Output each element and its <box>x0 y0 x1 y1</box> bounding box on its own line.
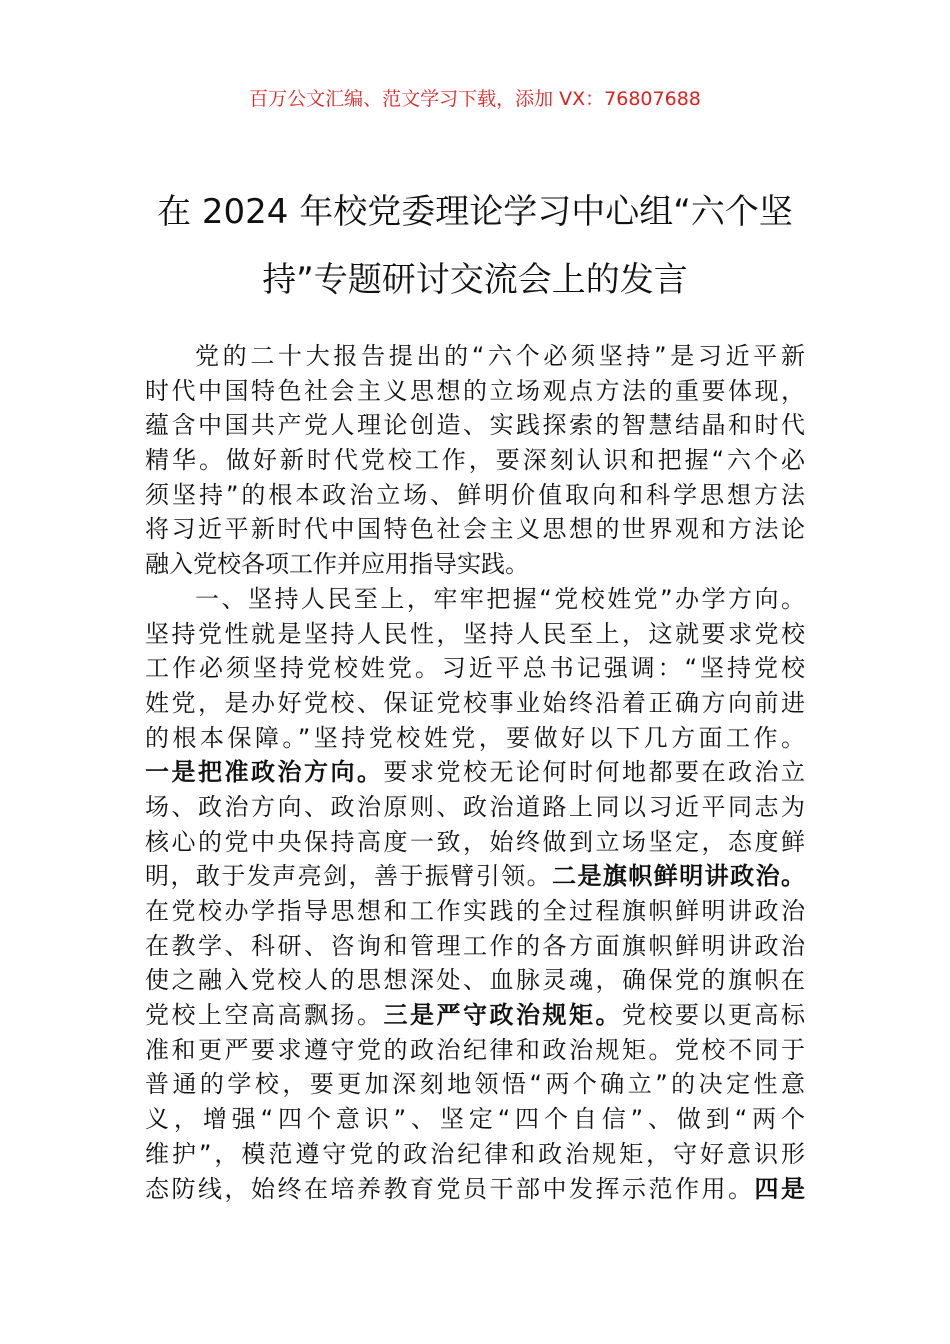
bold-heading-text: 四是 <box>754 1174 805 1203</box>
text-line <box>145 790 805 825</box>
text-line <box>145 339 805 374</box>
text-line <box>145 1137 805 1172</box>
text-line <box>145 582 805 617</box>
text-line <box>145 1102 805 1137</box>
text-line <box>145 408 805 443</box>
body-text: 义，增强“四个意识”、坚定“四个自信”、做到“两个 <box>145 1105 805 1134</box>
text-line <box>145 963 805 998</box>
text-line <box>145 894 805 929</box>
paragraph <box>145 339 805 582</box>
text-line <box>145 755 805 790</box>
title-line: 在 2024 年校党委理论学习中心组“六个坚 <box>157 192 793 232</box>
text-line <box>145 1067 805 1102</box>
body-text: 党校要以更高标 <box>622 1001 805 1030</box>
text-line <box>145 1033 805 1068</box>
text-line <box>145 547 805 582</box>
body-text: 党校上空高高飘扬。 <box>145 1001 384 1030</box>
body-text: 时代中国特色社会主义思想的立场观点方法的重要体现， <box>145 376 805 405</box>
body-text: 融入党校各项工作并应用指导实践。 <box>145 550 529 579</box>
body-text: 在教学、科研、咨询和管理工作的各方面旗帜鲜明讲政治 <box>145 931 805 960</box>
bold-heading-text: 三是严守政治规矩。 <box>383 1001 622 1030</box>
paragraph <box>145 582 805 1206</box>
text-line <box>145 686 805 721</box>
body-text: 工作必须坚持党校姓党。习近平总书记强调：“坚持党校 <box>145 654 805 683</box>
document-body <box>145 339 805 1206</box>
body-text: 将习近平新时代中国特色社会主义思想的世界观和方法论 <box>145 515 805 544</box>
text-line <box>145 443 805 478</box>
body-text: 在党校办学指导思想和工作实践的全过程旗帜鲜明讲政治 <box>145 897 805 925</box>
body-text: 普通的学校，要更加深刻地领悟“两个确立”的决定性意 <box>145 1070 805 1099</box>
header-watermark-banner: 百万公文汇编、范文学习下载，添加 VX：76807688 <box>249 88 701 110</box>
body-text: 维护”，模范遵守党的政治纪律和政治规矩，守好意识形 <box>145 1139 805 1168</box>
body-text: 姓党，是办好党校、保证党校事业始终沿着正确方向前进 <box>145 688 805 717</box>
body-text: 须坚持”的根本政治立场、鲜明价值取向和科学思想方法 <box>145 480 805 509</box>
text-line <box>145 651 805 686</box>
body-text: 要求党校无论何时何地都要在政治立 <box>383 758 805 787</box>
text-line <box>145 825 805 860</box>
title-line: 持”专题研讨交流会上的发言 <box>262 260 688 300</box>
text-line <box>145 721 805 756</box>
body-text: 精华。做好新时代党校工作，要深刻认识和把握“六个必 <box>145 446 805 475</box>
bold-heading-text: 二是旗帜鲜明讲政治。 <box>552 862 806 891</box>
body-text: 一、坚持人民至上，牢牢把握“党校姓党”办学方向。 <box>195 584 805 613</box>
body-text: 的根本保障。”坚持党校姓党，要做好以下几方面工作。 <box>145 723 805 752</box>
text-line <box>145 859 805 894</box>
body-text: 蕴含中国共产党人理论创造、实践探索的智慧结晶和时代 <box>145 411 805 440</box>
text-line <box>145 374 805 409</box>
body-text: 明，敢于发声亮剑，善于振臂引领。 <box>145 862 553 891</box>
body-text: 准和更严要求遵守党的政治纪律和政治规矩。党校不同于 <box>145 1035 805 1064</box>
body-text: 场、政治方向、政治原则、政治道路上同以习近平同志为 <box>145 792 805 821</box>
body-text: 核心的党中央保持高度一致，始终做到立场坚定，态度鲜 <box>145 827 805 856</box>
text-line <box>145 617 805 652</box>
text-line <box>145 998 805 1033</box>
text-line <box>145 929 805 964</box>
body-text: 坚持党性就是坚持人民性，坚持人民至上，这就要求党校 <box>145 619 805 648</box>
text-line <box>145 478 805 513</box>
text-line <box>145 1172 805 1207</box>
body-text: 态防线，始终在培养教育党员干部中发挥示范作用。 <box>145 1174 755 1203</box>
body-text: 使之融入党校人的思想深处、血脉灵魂，确保党的旗帜在 <box>145 966 805 995</box>
document-title <box>0 178 950 314</box>
text-line <box>145 512 805 547</box>
body-text: 党的二十大报告提出的“六个必须坚持”是习近平新 <box>195 342 805 370</box>
bold-heading-text: 一是把准政治方向。 <box>145 758 384 787</box>
